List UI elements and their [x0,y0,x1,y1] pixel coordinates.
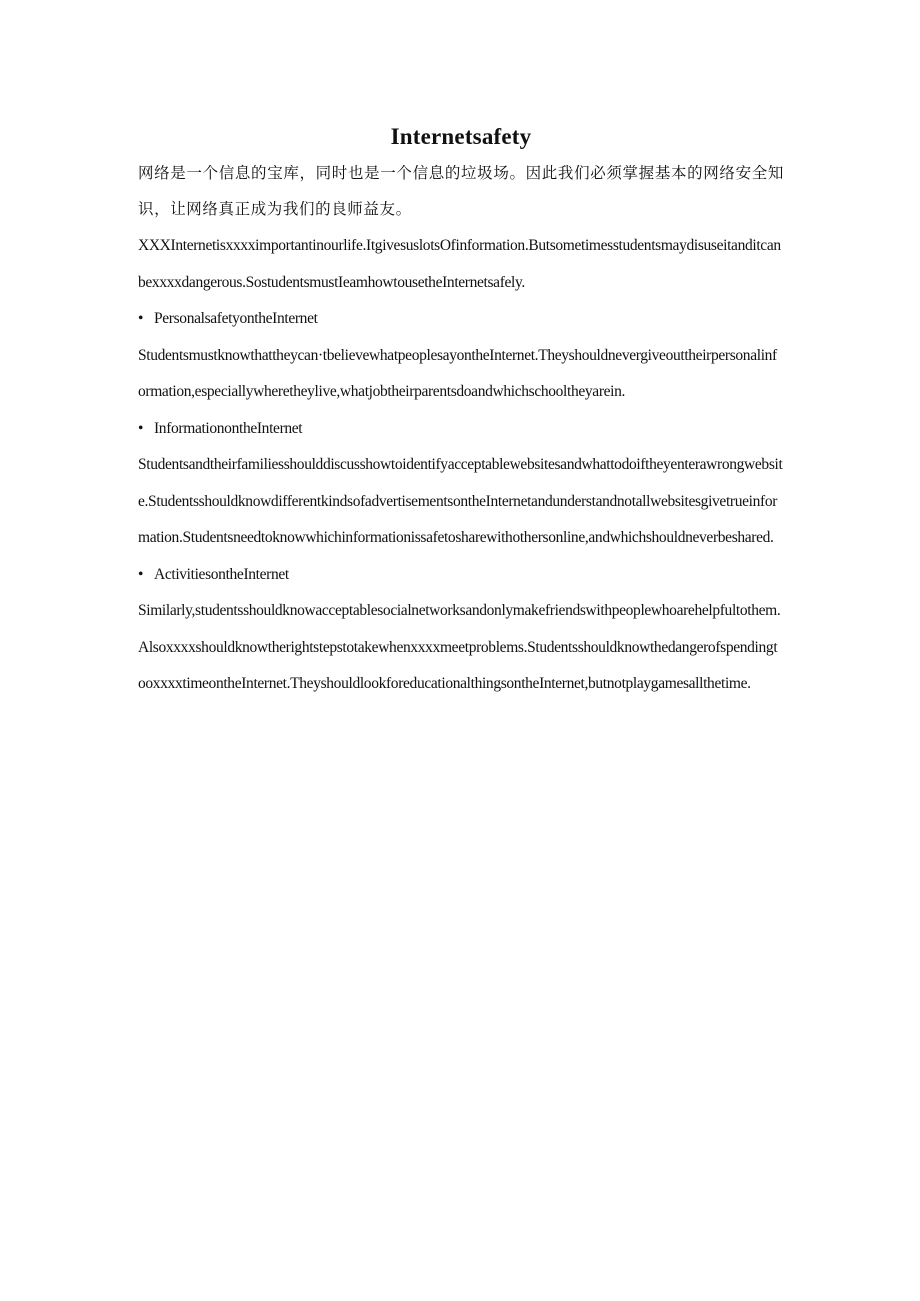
section-heading-activities [138,557,784,594]
document-content [138,122,784,703]
bullet-icon: • [138,419,144,437]
document-title: Internetsafety [390,124,532,149]
section-heading-text: InformationontheInternet [154,419,303,437]
bullet-icon: • [138,565,144,583]
section-body-activities: Similarly,studentsshouldknowacceptablesocialnetworksandonlymakefriendswithpeoplewhoarehelpfultothem.Alsoxxxxshouldknowtherightstepstotakewhenxxxxmeetproblems.StudentsshouldknowthedangerofspendingtooxxxxtimeontheInternet.TheyshouldlookforeducationalthingsontheInternet,butnotplaygamesallthetime. [138,602,781,692]
section-heading-personal-safety [138,301,784,338]
section-heading-text: ActivitiesontheInternet [154,565,289,583]
intro-chinese-paragraph: 网络是一个信息的宝库，同时也是一个信息的垃圾场。因此我们必须掌握基本的网络安全知识，让网络真正成为我们的良师益友。 [138,165,784,218]
section-heading-information [138,411,784,448]
section-body-personal-safety: Studentsmustknowthattheycan·tbelievewhatpeoplesayontheInternet.Theyshouldnevergiveouttheirpersonalinformation,especiallywheretheylive,whatjobtheirparentsdoandwhichschooltheyarein. [138,346,777,400]
intro-english-paragraph: XXXInternetisxxxximportantinourlife.ItgivesuslotsOfinformation.Butsometimesstudentsmaydisuseitanditcanbexxxxdangerous.SostudentsmustIeamhowtousetheInternetsafely. [138,237,781,291]
section-body-information: Studentsandtheirfamiliesshoulddiscusshowtoidentifyacceptablewebsitesandwhattodoiftheyenterawrongwebsite.StudentsshouldknowdifferentkindsofadvertisementsontheInternetandunderstandnotallwebsitesgivetrueinformation.Studentsneedtoknowwhichinformationissafetosharewithothersonline,andwhichshouldneverbeshared. [138,456,783,546]
bullet-icon: • [138,310,144,327]
section-heading-text: PersonalsafetyontheInternet [154,310,318,327]
